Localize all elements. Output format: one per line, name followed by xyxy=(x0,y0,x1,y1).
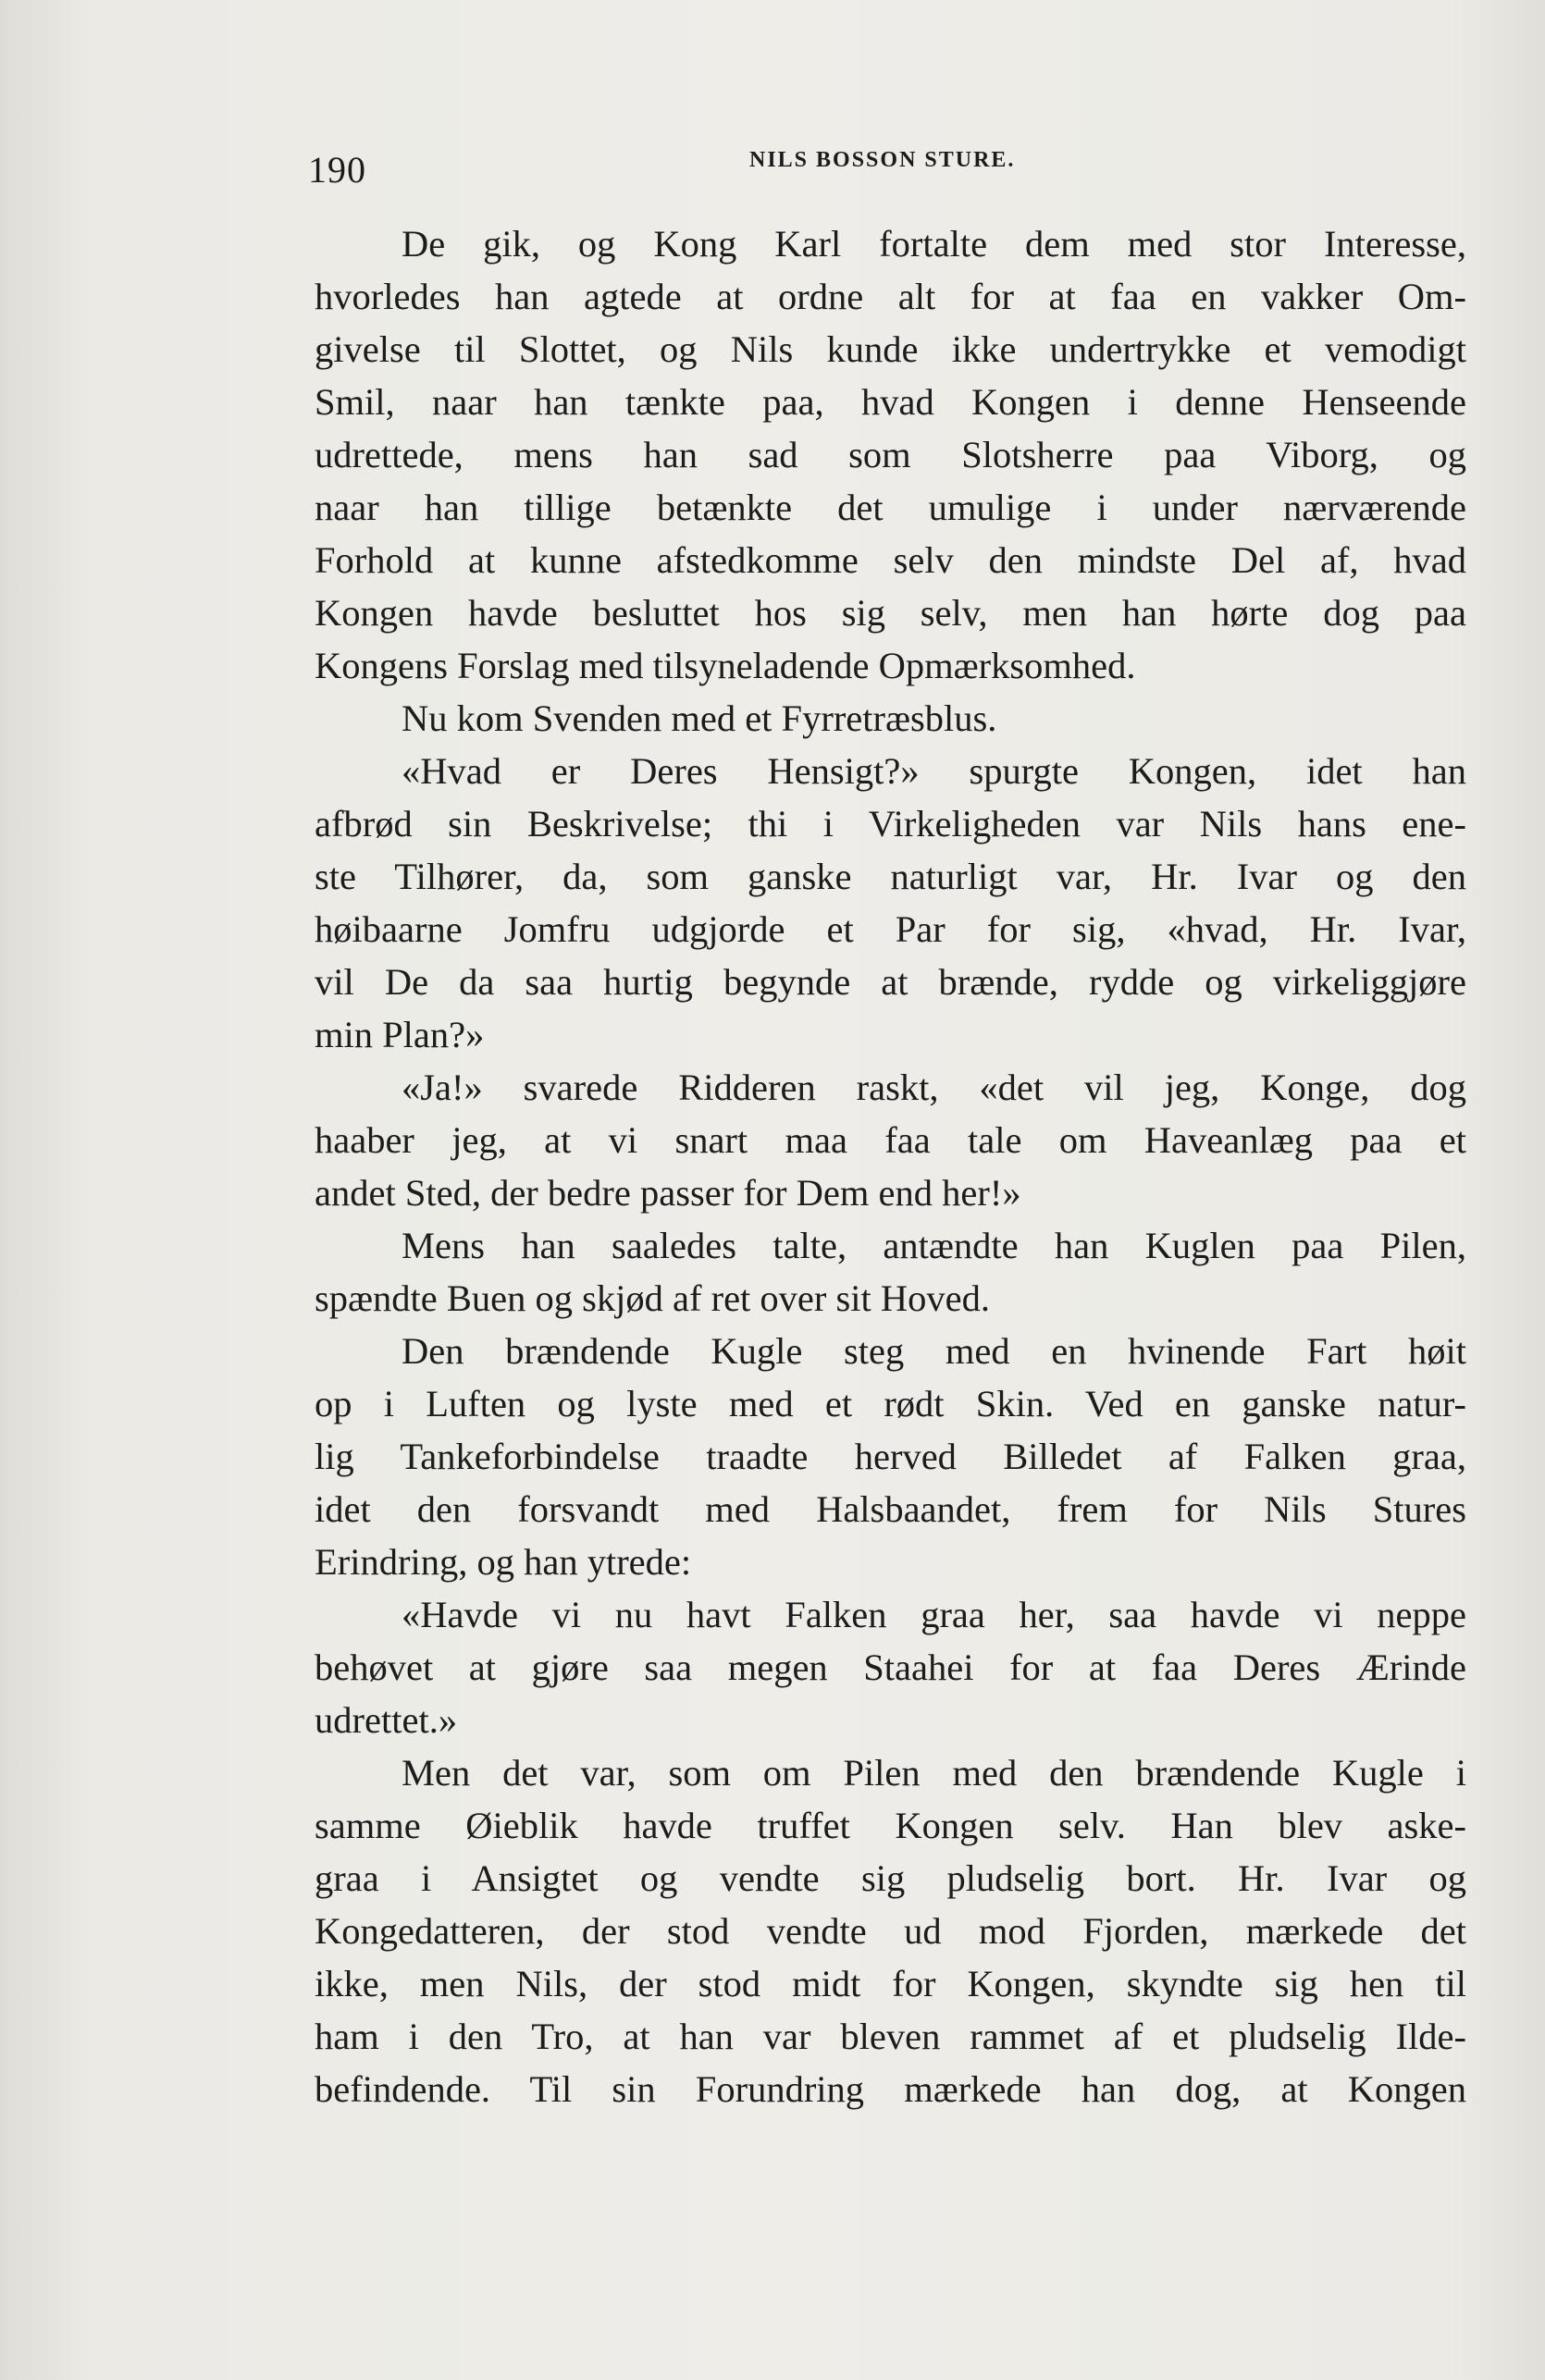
text-line: haaber jeg, at vi snart maa faa tale om Haveanlæg paa et xyxy=(315,1119,1466,1161)
text-line: vil De da saa hurtig begynde at brænde, rydde og virkeliggjøre xyxy=(315,961,1466,1003)
text-line: behøvet at gjøre saa megen Staahei for at faa Deres Ærinde xyxy=(315,1646,1466,1688)
body-text xyxy=(315,217,1466,2115)
text-line: De gik, og Kong Karl fortalte dem med stor Interesse, xyxy=(402,223,1466,265)
text-line: Smil, naar han tænkte paa, hvad Kongen i denne Henseende xyxy=(315,381,1466,423)
text-line: idet den forsvandt med Halsbaandet, frem for Nils Stures xyxy=(315,1488,1466,1530)
running-head: NILS BOSSON STURE. xyxy=(749,148,1016,172)
paragraph xyxy=(315,1588,1466,1746)
paragraph xyxy=(315,1325,1466,1588)
text-line: ste Tilhører, da, som ganske naturligt var, Hr. Ivar og den xyxy=(315,856,1466,897)
paragraph xyxy=(315,1746,1466,2115)
text-line: andet Sted, der bedre passer for Dem end her!» xyxy=(315,1172,1021,1214)
text-line: spændte Buen og skjød af ret over sit Hoved. xyxy=(315,1277,991,1319)
text-line: afbrød sin Beskrivelse; thi i Virkeligheden var Nils hans ene- xyxy=(315,803,1466,845)
text-line: Kongedatteren, der stod vendte ud mod Fjorden, mærkede det xyxy=(315,1910,1466,1952)
text-line: «Ja!» svarede Ridderen raskt, «det vil jeg, Konge, dog xyxy=(402,1067,1466,1108)
text-line: Kongen havde besluttet hos sig selv, men han hørte dog paa xyxy=(315,592,1466,634)
text-line: samme Øieblik havde truffet Kongen selv. Han blev aske- xyxy=(315,1805,1466,1846)
text-line: Kongens Forslag med tilsyneladende Opmærksomhed. xyxy=(315,645,1136,686)
text-line: «Hvad er Deres Hensigt?» spurgte Kongen, idet han xyxy=(402,750,1466,792)
text-line: op i Luften og lyste med et rødt Skin. Ved en ganske natur- xyxy=(315,1383,1466,1424)
text-line: givelse til Slottet, og Nils kunde ikke undertrykke et vemodigt xyxy=(315,328,1466,370)
text-line: ikke, men Nils, der stod midt for Kongen, skyndte sig hen til xyxy=(315,1963,1466,2004)
text-line: ham i den Tro, at han var bleven rammet af et pludselig Ilde- xyxy=(315,2016,1466,2057)
text-line: befindende. Til sin Forundring mærkede han dog, at Kongen xyxy=(315,2068,1466,2110)
text-line: Men det var, som om Pilen med den brændende Kugle i xyxy=(402,1752,1466,1794)
text-line: Erindring, og han ytrede: xyxy=(315,1541,692,1583)
text-line: udrettet.» xyxy=(315,1699,458,1741)
page-number: 190 xyxy=(308,149,366,191)
text-line: min Plan?» xyxy=(315,1014,485,1055)
text-line: Nu kom Svenden med et Fyrretræsblus. xyxy=(402,697,997,739)
text-line: «Havde vi nu havt Falken graa her, saa havde vi neppe xyxy=(402,1594,1466,1635)
text-line: høibaarne Jomfru udgjorde et Par for sig, «hvad, Hr. Ivar, xyxy=(315,908,1466,950)
paragraph xyxy=(315,745,1466,1061)
paragraph xyxy=(315,1061,1466,1219)
text-line: lig Tankeforbindelse traadte herved Billedet af Falken graa, xyxy=(315,1436,1466,1477)
text-line: graa i Ansigtet og vendte sig pludselig bort. Hr. Ivar og xyxy=(315,1857,1466,1899)
text-line: udrettede, mens han sad som Slotsherre paa Viborg, og xyxy=(315,434,1466,475)
text-line: Den brændende Kugle steg med en hvinende Fart høit xyxy=(402,1330,1466,1372)
text-line: naar han tillige betænkte det umulige i under nærværende xyxy=(315,487,1466,528)
paragraph xyxy=(315,692,1466,745)
paragraph xyxy=(315,1219,1466,1325)
paragraph xyxy=(315,217,1466,692)
text-line: Forhold at kunne afstedkomme selv den mindste Del af, hvad xyxy=(315,539,1466,581)
text-line: Mens han saaledes talte, antændte han Kuglen paa Pilen, xyxy=(402,1225,1466,1266)
text-line: hvorledes han agtede at ordne alt for at faa en vakker Om- xyxy=(315,276,1466,317)
